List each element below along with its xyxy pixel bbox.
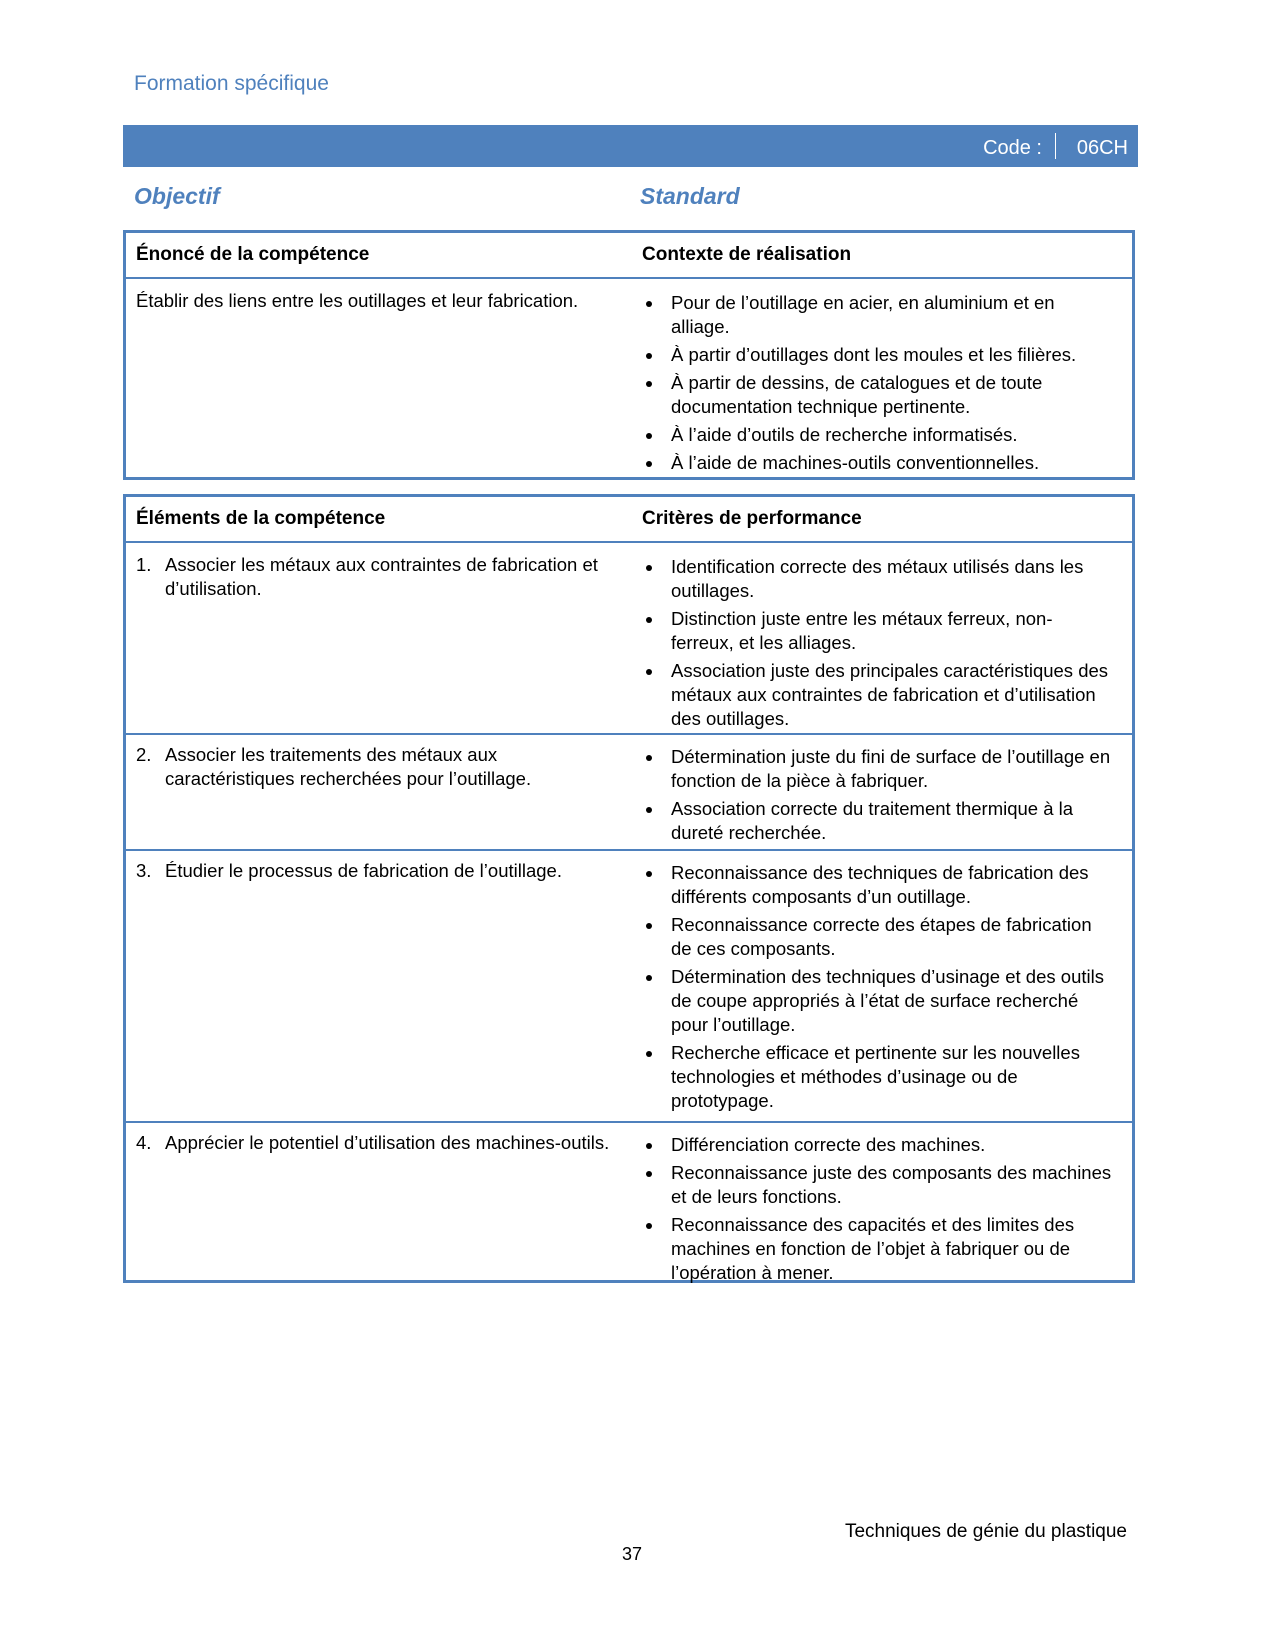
element-number: 3.	[136, 860, 152, 881]
element-item	[136, 1131, 626, 1155]
criteria-item: Détermination des techniques d’usinage et des outils de coupe appropriés à l’état de surface recherché pour l’outillage.	[642, 965, 1112, 1037]
bullet-icon	[646, 871, 652, 877]
criteria-item: Reconnaissance juste des composants des machines et de leurs fonctions.	[642, 1161, 1112, 1209]
criteria-heading: Critères de performance	[642, 508, 862, 529]
criteria-list	[642, 745, 1112, 849]
context-item: À l’aide d’outils de recherche informatisés.	[642, 423, 1112, 447]
competence-box-header	[126, 233, 1132, 279]
competence-box	[123, 230, 1135, 480]
bullet-icon	[646, 1223, 652, 1229]
bullet-icon	[646, 461, 652, 467]
criteria-item: Détermination juste du fini de surface de l’outillage en fonction de la pièce à fabriquer.	[642, 745, 1112, 793]
element-number: 2.	[136, 744, 152, 765]
bullet-icon	[646, 1051, 652, 1057]
criteria-item: Identification correcte des métaux utilisés dans les outillages.	[642, 555, 1112, 603]
criteria-list	[642, 1133, 1112, 1289]
context-item: Pour de l’outillage en acier, en aluminium et en alliage.	[642, 291, 1112, 339]
elements-box-header	[126, 497, 1132, 543]
bullet-icon	[646, 381, 652, 387]
criteria-item: Différenciation correcte des machines.	[642, 1133, 1112, 1157]
bullet-icon	[646, 755, 652, 761]
code-label: Code :	[983, 137, 1042, 159]
element-row	[126, 851, 1132, 1123]
criteria-item: Recherche efficace et pertinente sur les nouvelles technologies et méthodes d’usinage ou de prototypage.	[642, 1041, 1112, 1113]
element-number: 4.	[136, 1132, 152, 1153]
element-number: 1.	[136, 554, 152, 575]
criteria-item: Distinction juste entre les métaux ferreux, non-ferreux, et les alliages.	[642, 607, 1112, 655]
context-list	[642, 291, 1112, 479]
bullet-icon	[646, 1171, 652, 1177]
context-item: À partir de dessins, de catalogues et de toute documentation technique pertinente.	[642, 371, 1112, 419]
element-text: Apprécier le potentiel d’utilisation des machines-outils.	[165, 1132, 610, 1153]
standard-heading: Standard	[640, 183, 740, 209]
criteria-list	[642, 861, 1112, 1117]
element-text: Associer les traitements des métaux aux caractéristiques recherchées pour l’outillage.	[165, 744, 532, 789]
bullet-icon	[646, 1143, 652, 1149]
competence-statement-heading: Énoncé de la compétence	[136, 244, 370, 265]
criteria-item: Association juste des principales caractéristiques des métaux aux contraintes de fabrication et d’utilisation des outillages.	[642, 659, 1112, 731]
bullet-icon	[646, 807, 652, 813]
criteria-list	[642, 555, 1112, 735]
criteria-item: Association correcte du traitement thermique à la dureté recherchée.	[642, 797, 1112, 845]
bullet-icon	[646, 923, 652, 929]
element-row	[126, 735, 1132, 851]
criteria-item: Reconnaissance des capacités et des limites des machines en fonction de l’objet à fabriquer ou de l’opération à mener.	[642, 1213, 1112, 1285]
element-text: Étudier le processus de fabrication de l’outillage.	[165, 860, 562, 881]
code-value: 06CH	[1076, 137, 1128, 159]
element-item	[136, 553, 626, 601]
context-item: À partir d’outillages dont les moules et les filières.	[642, 343, 1112, 367]
header-bar	[123, 125, 1138, 167]
element-row	[126, 541, 1132, 735]
bullet-icon	[646, 669, 652, 675]
objective-heading: Objectif	[134, 183, 220, 209]
bullet-icon	[646, 565, 652, 571]
bullet-icon	[646, 301, 652, 307]
element-item	[136, 859, 626, 883]
page-number: 37	[622, 1544, 643, 1564]
bullet-icon	[646, 433, 652, 439]
code-divider	[1055, 133, 1056, 159]
criteria-item: Reconnaissance des techniques de fabrication des différents composants d’un outillage.	[642, 861, 1112, 909]
context-item: À l’aide de machines-outils conventionnelles.	[642, 451, 1112, 475]
competence-statement: Établir des liens entre les outillages et leur fabrication.	[136, 290, 579, 311]
section-label: Formation spécifique	[134, 72, 329, 95]
element-row	[126, 1123, 1132, 1283]
bullet-icon	[646, 353, 652, 359]
program-title: Techniques de génie du plastique	[844, 1521, 1127, 1542]
criteria-item: Reconnaissance correcte des étapes de fabrication de ces composants.	[642, 913, 1112, 961]
bullet-icon	[646, 975, 652, 981]
elements-box	[123, 494, 1135, 1283]
element-text: Associer les métaux aux contraintes de fabrication et d’utilisation.	[165, 554, 598, 599]
elements-heading: Éléments de la compétence	[136, 508, 386, 529]
element-item	[136, 743, 626, 791]
context-heading: Contexte de réalisation	[642, 244, 852, 265]
bullet-icon	[646, 617, 652, 623]
